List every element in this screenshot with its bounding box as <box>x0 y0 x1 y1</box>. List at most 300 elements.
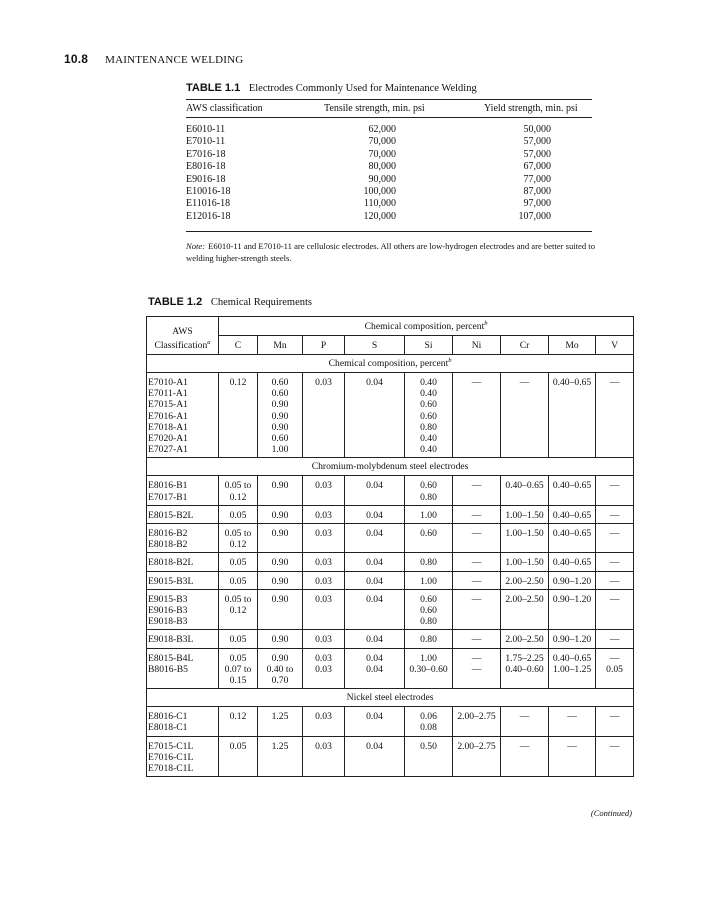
cell-line: 0.05 <box>229 509 247 521</box>
cell-line: 0.03 <box>315 593 332 605</box>
mn-cell <box>258 707 303 736</box>
cell-line: 0.40–0.65 <box>552 480 592 492</box>
s-cell <box>345 505 405 523</box>
cell-line: 0.08 <box>420 722 437 734</box>
cell-line: 0.04 <box>366 740 383 752</box>
yield-strength-cell: 87,000 <box>523 185 551 197</box>
cell-line: 0.03 <box>315 509 332 521</box>
cell-line: 2.00–2.75 <box>457 740 496 752</box>
cell-line: 0.04 <box>366 528 383 540</box>
cell-line: 0.12 <box>229 491 247 503</box>
section-chemical-composition <box>147 355 634 373</box>
cell-line: 0.03 <box>315 557 332 569</box>
cell-line: 0.12 <box>229 605 247 617</box>
c-cell <box>219 476 258 505</box>
cell-line: 0.03 <box>315 634 332 646</box>
si-cell <box>405 571 453 589</box>
cell-line: E9018-B3 <box>148 616 188 628</box>
p-cell <box>303 630 345 648</box>
v-cell <box>596 589 634 630</box>
cell-line: 0.80 <box>420 634 437 646</box>
cell-line: 0.03 <box>315 377 332 388</box>
cell-line: E7015-C1L <box>148 740 194 752</box>
cr-cell <box>501 476 549 505</box>
cell-line: 0.05 <box>229 652 247 664</box>
cell-line: 0.03 <box>315 711 332 723</box>
cell-line: 0.80 <box>420 421 437 433</box>
cell-line: — <box>471 480 482 492</box>
header-element-si: Si <box>405 336 453 355</box>
s-cell <box>345 589 405 630</box>
table-1-1-bottom-rule <box>186 231 592 232</box>
cell-line: 2.00–2.50 <box>505 634 544 646</box>
cell-line: 0.90 <box>271 634 289 646</box>
cell-line: E7010-A1 <box>148 377 188 388</box>
table-row <box>147 505 634 523</box>
classification-cell <box>147 630 219 648</box>
cell-line: 0.40 <box>420 388 437 400</box>
cell-line: — <box>519 740 530 752</box>
cell-line: 0.40 <box>420 444 437 456</box>
yield-strength-cell: 57,000 <box>523 136 551 148</box>
cell-line: E7017-B1 <box>148 491 188 503</box>
cell-line: 0.12 <box>229 539 247 551</box>
cell-line: 0.60 <box>420 605 437 617</box>
cr-cell <box>501 505 549 523</box>
table-row <box>147 648 634 689</box>
mn-cell <box>258 648 303 689</box>
cell-line: — <box>609 634 620 646</box>
cell-line: 0.40–0.65 <box>552 377 592 388</box>
cell-line: E8016-B2 <box>148 528 188 540</box>
cell-line: 0.70 <box>271 675 289 687</box>
p-cell <box>303 571 345 589</box>
tensile-strength-cell: 110,000 <box>363 198 396 210</box>
cr-cell <box>501 648 549 689</box>
si-cell <box>405 707 453 736</box>
section-chemical-composition-label: Chemical composition, percent <box>328 358 449 370</box>
cell-line: — <box>519 377 530 388</box>
cell-line: 0.60 <box>420 399 437 411</box>
si-cell <box>405 648 453 689</box>
cell-line: E7016-A1 <box>148 410 188 422</box>
s-cell <box>345 648 405 689</box>
classification-cell <box>147 373 219 458</box>
ni-cell <box>453 524 501 553</box>
table-row <box>186 186 592 198</box>
mo-cell <box>549 707 596 736</box>
cr-cell <box>501 630 549 648</box>
p-cell <box>303 736 345 777</box>
tensile-strength-cell: 70,000 <box>368 148 396 160</box>
mn-cell <box>258 505 303 523</box>
cell-line: — <box>471 593 482 605</box>
c-cell <box>219 648 258 689</box>
mo-cell <box>549 630 596 648</box>
s-cell <box>345 553 405 571</box>
cr-cell <box>501 707 549 736</box>
cell-line: 1.00 <box>420 509 437 521</box>
mo-cell <box>549 373 596 458</box>
cell-line: — <box>609 711 620 723</box>
cell-line: 0.05 <box>229 557 247 569</box>
mn-cell <box>258 630 303 648</box>
table-row <box>147 571 634 589</box>
cell-line: 0.40 to <box>266 663 294 675</box>
mn-cell <box>258 373 303 458</box>
note-label: Note: <box>186 241 206 251</box>
cell-line: 1.00–1.50 <box>505 509 544 521</box>
cell-line: 0.05 to <box>224 480 252 492</box>
yield-strength-cell: 97,000 <box>523 198 551 210</box>
table-row <box>147 589 634 630</box>
cell-line: E8018-B2 <box>148 539 188 551</box>
mo-cell <box>549 553 596 571</box>
classification-cell <box>147 648 219 689</box>
table-row <box>186 124 592 136</box>
header-element-mn: Mn <box>258 336 303 355</box>
cell-line: 0.90 <box>271 575 289 587</box>
cell-line: E7016-C1L <box>148 751 194 763</box>
cell-line: — <box>471 652 482 664</box>
cell-line: 0.90 <box>271 528 289 540</box>
si-cell <box>405 553 453 571</box>
cell-line: 0.90–1.20 <box>552 634 592 646</box>
cell-line: 0.07 to <box>224 663 252 675</box>
cell-line: — <box>471 663 482 675</box>
footnote-b: b <box>448 357 452 365</box>
cell-line: 0.90 <box>271 593 289 605</box>
cell-line: — <box>471 377 482 388</box>
cell-line: E8015-B2L <box>148 509 194 521</box>
cell-line: 1.00 <box>271 444 289 456</box>
cell-line: E8016-B1 <box>148 480 188 492</box>
mn-cell <box>258 553 303 571</box>
v-cell <box>596 505 634 523</box>
cell-line: E7020-A1 <box>148 433 188 445</box>
cell-line: 2.00–2.50 <box>505 593 544 605</box>
c-cell <box>219 524 258 553</box>
table-1-1-body <box>186 124 592 223</box>
table-1-2-title: Chemical Requirements <box>210 297 313 308</box>
cell-line: 0.05 to <box>224 593 252 605</box>
mo-cell <box>549 571 596 589</box>
footnote-a: a <box>207 338 211 346</box>
cell-line: 0.03 <box>315 528 332 540</box>
mn-cell <box>258 524 303 553</box>
ni-cell <box>453 571 501 589</box>
footnote-b: b <box>484 319 488 327</box>
mo-cell <box>549 505 596 523</box>
continued-label: (Continued) <box>590 808 632 818</box>
cell-line: 1.25 <box>271 711 289 723</box>
cell-line: 0.40–0.65 <box>552 652 592 664</box>
aws-classification-cell: E12016-18 <box>186 210 231 222</box>
cell-line: 0.05 <box>229 740 247 752</box>
v-cell <box>596 707 634 736</box>
si-cell <box>405 505 453 523</box>
mn-cell <box>258 571 303 589</box>
cell-line: 0.80 <box>420 491 437 503</box>
table-row <box>147 524 634 553</box>
cell-line: — <box>567 711 577 723</box>
cell-line: 1.00–1.25 <box>552 663 592 675</box>
p-cell <box>303 476 345 505</box>
cell-line: — <box>609 557 620 569</box>
cell-line: — <box>609 509 620 521</box>
table-1-1-label: TABLE 1.1 <box>186 82 241 94</box>
cell-line: 0.80 <box>420 557 437 569</box>
v-cell <box>596 736 634 777</box>
cell-line: 0.60 <box>271 433 289 445</box>
ni-cell <box>453 648 501 689</box>
section-nickel-steel-label: Nickel steel electrodes <box>346 692 434 704</box>
cell-line: 0.03 <box>315 575 332 587</box>
cell-line: 1.00–1.50 <box>505 557 544 569</box>
aws-classification-cell: E7016-18 <box>186 148 226 160</box>
v-cell <box>596 476 634 505</box>
header-element-mo: Mo <box>549 336 596 355</box>
cell-line: 0.04 <box>366 480 383 492</box>
s-cell <box>345 736 405 777</box>
cell-line: 0.90 <box>271 652 289 664</box>
tensile-strength-cell: 100,000 <box>363 185 396 197</box>
table-row <box>147 373 634 458</box>
p-cell <box>303 707 345 736</box>
ni-cell <box>453 553 501 571</box>
table-row <box>147 476 634 505</box>
ni-cell <box>453 589 501 630</box>
c-cell <box>219 707 258 736</box>
cell-line: E9015-B3L <box>148 575 194 587</box>
mn-cell <box>258 736 303 777</box>
c-cell <box>219 630 258 648</box>
si-cell <box>405 736 453 777</box>
yield-strength-cell: 57,000 <box>523 148 551 160</box>
cell-line: 0.60 <box>420 410 437 422</box>
cell-line: E8018-B2L <box>148 557 194 569</box>
table-row <box>186 149 592 161</box>
note-text: E6010-11 and E7010-11 are cellulosic electrodes. All others are low-hydrogen electrodes and are better suited to welding higher-strength steels. <box>186 241 595 263</box>
ni-cell <box>453 736 501 777</box>
header-element-c: C <box>219 336 258 355</box>
header-element-p: P <box>303 336 345 355</box>
si-cell <box>405 524 453 553</box>
running-head <box>64 52 243 66</box>
cell-line: 0.90 <box>271 480 289 492</box>
header-tensile-strength: Tensile strength, min. psi <box>324 103 425 114</box>
classification-cell <box>147 589 219 630</box>
cell-line: 2.00–2.75 <box>457 711 496 723</box>
cell-line: E8018-C1 <box>148 722 188 734</box>
mo-cell <box>549 476 596 505</box>
cell-line: — <box>471 634 482 646</box>
cr-cell <box>501 373 549 458</box>
cell-line: 0.05 <box>229 575 247 587</box>
cell-line: 0.04 <box>366 557 383 569</box>
cell-line: 0.90–1.20 <box>552 575 592 587</box>
header-aws-classification: AWS classification <box>186 103 263 114</box>
tensile-strength-cell: 80,000 <box>368 161 396 173</box>
table-1-1-note <box>186 240 596 264</box>
cell-line: 0.90 <box>271 399 289 411</box>
cell-line: 1.75–2.25 <box>505 652 544 664</box>
c-cell <box>219 736 258 777</box>
cell-line: 0.40–0.65 <box>552 557 592 569</box>
table-row <box>147 630 634 648</box>
v-cell <box>596 630 634 648</box>
ni-cell <box>453 707 501 736</box>
cell-line: — <box>471 509 482 521</box>
mo-cell <box>549 648 596 689</box>
cell-line: E8015-B4L <box>148 652 194 664</box>
p-cell <box>303 589 345 630</box>
yield-strength-cell: 77,000 <box>523 173 551 185</box>
cr-cell <box>501 553 549 571</box>
cell-line: 0.04 <box>366 634 383 646</box>
cell-line: 0.40–0.65 <box>552 509 592 521</box>
cell-line: 0.03 <box>315 663 332 675</box>
cell-line: 0.05 <box>229 634 247 646</box>
v-cell <box>596 553 634 571</box>
cell-line: 0.40–0.65 <box>505 480 544 492</box>
cell-line: 0.03 <box>315 652 332 664</box>
mo-cell <box>549 589 596 630</box>
tensile-strength-cell: 120,000 <box>363 210 396 222</box>
ni-cell <box>453 373 501 458</box>
cell-line: 0.90 <box>271 410 289 422</box>
header-aws-classification <box>147 317 219 355</box>
mo-cell <box>549 736 596 777</box>
aws-classification-cell: E10016-18 <box>186 185 231 197</box>
tensile-strength-cell: 90,000 <box>368 173 396 185</box>
cell-line: 0.15 <box>229 675 247 687</box>
header-element-cr: Cr <box>501 336 549 355</box>
header-element-ni: Ni <box>453 336 501 355</box>
table-1-2-caption <box>148 296 312 308</box>
cell-line: 1.00 <box>420 575 437 587</box>
page-number: 10.8 <box>64 52 89 66</box>
cell-line: 1.00 <box>420 652 437 664</box>
yield-strength-cell: 50,000 <box>523 124 551 135</box>
aws-classification-cell: E6010-11 <box>186 124 226 135</box>
s-cell <box>345 707 405 736</box>
si-cell <box>405 476 453 505</box>
cell-line: 0.40 <box>420 377 437 388</box>
cell-line: — <box>609 575 620 587</box>
cr-cell <box>501 589 549 630</box>
classification-cell <box>147 524 219 553</box>
c-cell <box>219 571 258 589</box>
c-cell <box>219 553 258 571</box>
cell-line: — <box>471 575 482 587</box>
cell-line: 0.12 <box>229 377 247 388</box>
cell-line: 1.00–1.50 <box>505 528 544 540</box>
cell-line: 0.90–1.20 <box>552 593 592 605</box>
s-cell <box>345 571 405 589</box>
cell-line: 0.04 <box>366 593 383 605</box>
ni-cell <box>453 505 501 523</box>
classification-cell <box>147 505 219 523</box>
cell-line: 0.06 <box>420 711 437 723</box>
mn-cell <box>258 589 303 630</box>
cell-line: 0.60 <box>271 377 289 388</box>
cr-cell <box>501 571 549 589</box>
s-cell <box>345 373 405 458</box>
p-cell <box>303 505 345 523</box>
aws-classification-cell: E11016-18 <box>186 198 231 210</box>
table-1-2-element-header-row <box>147 336 634 355</box>
aws-classification-cell: E8016-18 <box>186 161 226 173</box>
cell-line: 0.50 <box>420 740 437 752</box>
mo-cell <box>549 524 596 553</box>
cell-line: E9016-B3 <box>148 605 188 617</box>
cell-line: 0.12 <box>229 711 247 723</box>
table-row <box>147 736 634 777</box>
cr-cell <box>501 736 549 777</box>
cell-line: E7015-A1 <box>148 399 188 411</box>
cell-line: — <box>471 528 482 540</box>
table-row <box>186 198 592 210</box>
mn-cell <box>258 476 303 505</box>
table-row <box>186 136 592 148</box>
ni-cell <box>453 476 501 505</box>
section-chromium-molybdenum <box>147 458 634 476</box>
cell-line: 0.40–0.60 <box>505 663 544 675</box>
cell-line: 0.40–0.65 <box>552 528 592 540</box>
cell-line: 1.25 <box>271 740 289 752</box>
cell-line: — <box>609 377 620 388</box>
cell-line: — <box>609 740 620 752</box>
cell-line: 0.60 <box>420 528 437 540</box>
table-1-1 <box>186 99 592 232</box>
header-element-s: S <box>345 336 405 355</box>
cell-line: — <box>609 528 620 540</box>
cell-line: 0.60 <box>420 593 437 605</box>
p-cell <box>303 524 345 553</box>
cell-line: — <box>609 480 620 492</box>
classification-cell <box>147 476 219 505</box>
section-nickel-steel <box>147 689 634 707</box>
cell-line: B8016-B5 <box>148 663 188 675</box>
s-cell <box>345 476 405 505</box>
cell-line: — <box>567 740 577 752</box>
cell-line: E7018-C1L <box>148 763 194 775</box>
cell-line: — <box>609 652 620 664</box>
cell-line: 0.90 <box>271 421 289 433</box>
table-row <box>186 174 592 186</box>
ni-cell <box>453 630 501 648</box>
cell-line: 0.04 <box>366 711 383 723</box>
table-1-1-caption <box>186 82 477 94</box>
aws-classification-cell: E9016-18 <box>186 173 226 185</box>
header-element-v: V <box>596 336 634 355</box>
cell-line: 0.90 <box>271 509 289 521</box>
cell-line: 2.00–2.50 <box>505 575 544 587</box>
cell-line: E9018-B3L <box>148 634 194 646</box>
cell-line: 0.04 <box>366 575 383 587</box>
table-1-1-title: Electrodes Commonly Used for Maintenance Welding <box>248 83 477 94</box>
si-cell <box>405 630 453 648</box>
table-1-2 <box>146 316 634 777</box>
table-1-2-label: TABLE 1.2 <box>148 296 203 308</box>
tensile-strength-cell: 62,000 <box>368 124 396 135</box>
section-chromium-molybdenum-label: Chromium-molybdenum steel electrodes <box>311 461 469 473</box>
v-cell <box>596 373 634 458</box>
cell-line: 0.04 <box>366 377 383 388</box>
table-row <box>147 553 634 571</box>
cell-line: 0.60 <box>420 480 437 492</box>
